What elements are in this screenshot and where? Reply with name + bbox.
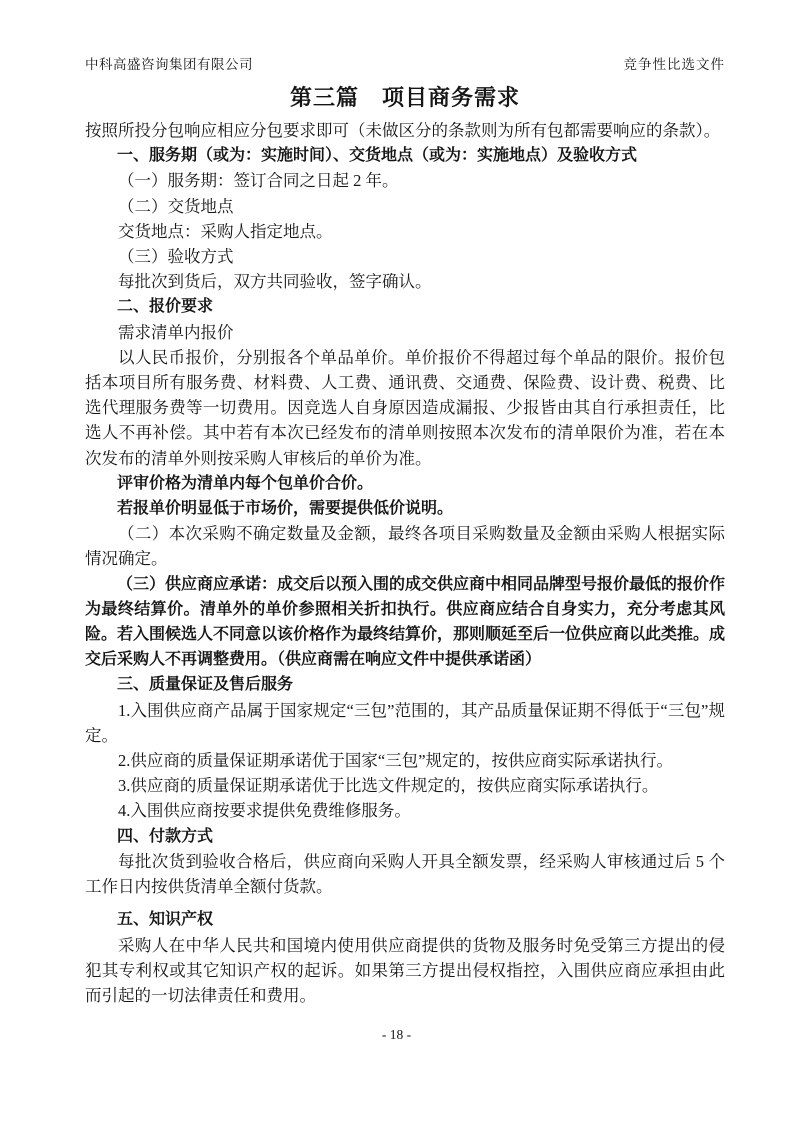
paragraph: 每批次到货后，双方共同验收，签字确认。 bbox=[118, 272, 432, 292]
paragraph: 4.入围供应商按要求提供免费维修服务。 bbox=[118, 801, 411, 821]
paragraph: 2.供应商的质量保证期承诺优于国家“三包”规定的，按供应商实际承诺执行。 bbox=[118, 751, 674, 771]
section-heading: 四、付款方式 bbox=[117, 827, 214, 845]
paragraph: （三）供应商应承诺：成交后以预入围的成交供应商中相同品牌型号报价最低的报价作为最终结算价。清单外的单价参照相关折扣执行。供应商应结合自身实力，充分考虑其风险。若入围候选人不同意以该价格作为最终结算价，那则顺延至后一位供应商以此类推。成交后采购人不再调整费用。（供应商需在响应文件中提供承诺函） bbox=[85, 575, 726, 669]
paragraph: 1.入围供应商产品属于国家规定“三包”范围的，其产品质量保证期不得低于“三包”规定。 bbox=[85, 700, 725, 745]
section-heading: 三、质量保证及售后服务 bbox=[117, 676, 294, 694]
paragraph: 每批次货到验收合格后，供应商向采购人开具全额发票，经采购人审核通过后 5 个工作日内按供货清单全额付货款。 bbox=[85, 851, 725, 897]
paragraph: （一）服务期：签订合同之日起 2 年。 bbox=[118, 171, 399, 191]
paragraph: 采购人在中华人民共和国境内使用供应商提供的货物及服务时免受第三方提出的侵犯其专利权或其它知识产权的起诉。如果第三方提出侵权指控，入围供应商应承担由此而引起的一切法律责任和费用。 bbox=[85, 935, 725, 1005]
paragraph: （三）验收方式 bbox=[118, 247, 234, 267]
paragraph: 交货地点：采购人指定地点。 bbox=[118, 221, 333, 241]
section-heading: 一、服务期（或为：实施时间）、交货地点（或为：实施地点）及验收方式 bbox=[117, 147, 638, 165]
document-body bbox=[85, 118, 725, 1008]
paragraph: （二）交货地点 bbox=[118, 196, 234, 216]
page-footer bbox=[0, 1026, 793, 1044]
paragraph: 3.供应商的质量保证期承诺优于比选文件规定的，按供应商实际承诺执行。 bbox=[118, 776, 659, 796]
header-company-name: 中科高盛咨询集团有限公司 bbox=[85, 57, 253, 72]
paragraph: 需求清单内报价 bbox=[118, 322, 234, 342]
paragraph: 评审价格为清单内每个包单价合价。 bbox=[117, 474, 374, 492]
paragraph: 若报单价明显低于市场价，需要提供低价说明。 bbox=[117, 500, 454, 518]
paragraph: 按照所投分包响应相应分包要求即可（未做区分的条款则为所有包都需要响应的条款）。 bbox=[85, 121, 721, 140]
section-heading: 五、知识产权 bbox=[117, 911, 214, 929]
page-number: - 18 - bbox=[381, 1027, 412, 1042]
page-title: 第三篇 项目商务需求 bbox=[289, 85, 520, 110]
page-header bbox=[85, 56, 725, 74]
header-document-type: 竞争性比选文件 bbox=[623, 57, 725, 72]
section-heading: 二、报价要求 bbox=[117, 298, 214, 316]
paragraph: 以人民币报价，分别报各个单品单价。单价报价不得超过每个单品的限价。报价包括本项目所有服务费、材料费、人工费、通讯费、交通费、保险费、设计费、税费、比选代理服务费等一切费用。因竞选人自身原因造成漏报、少报皆由其自行承担责任，比选人不再补偿。其中若有本次已经发布的清单则按照本次发布的清单限价为准，若在本次发布的清单外则按采购人审核后的单价为准。 bbox=[85, 347, 725, 468]
paragraph: （二）本次采购不确定数量及金额，最终各项目采购数量及金额由采购人根据实际情况确定。 bbox=[85, 524, 725, 569]
